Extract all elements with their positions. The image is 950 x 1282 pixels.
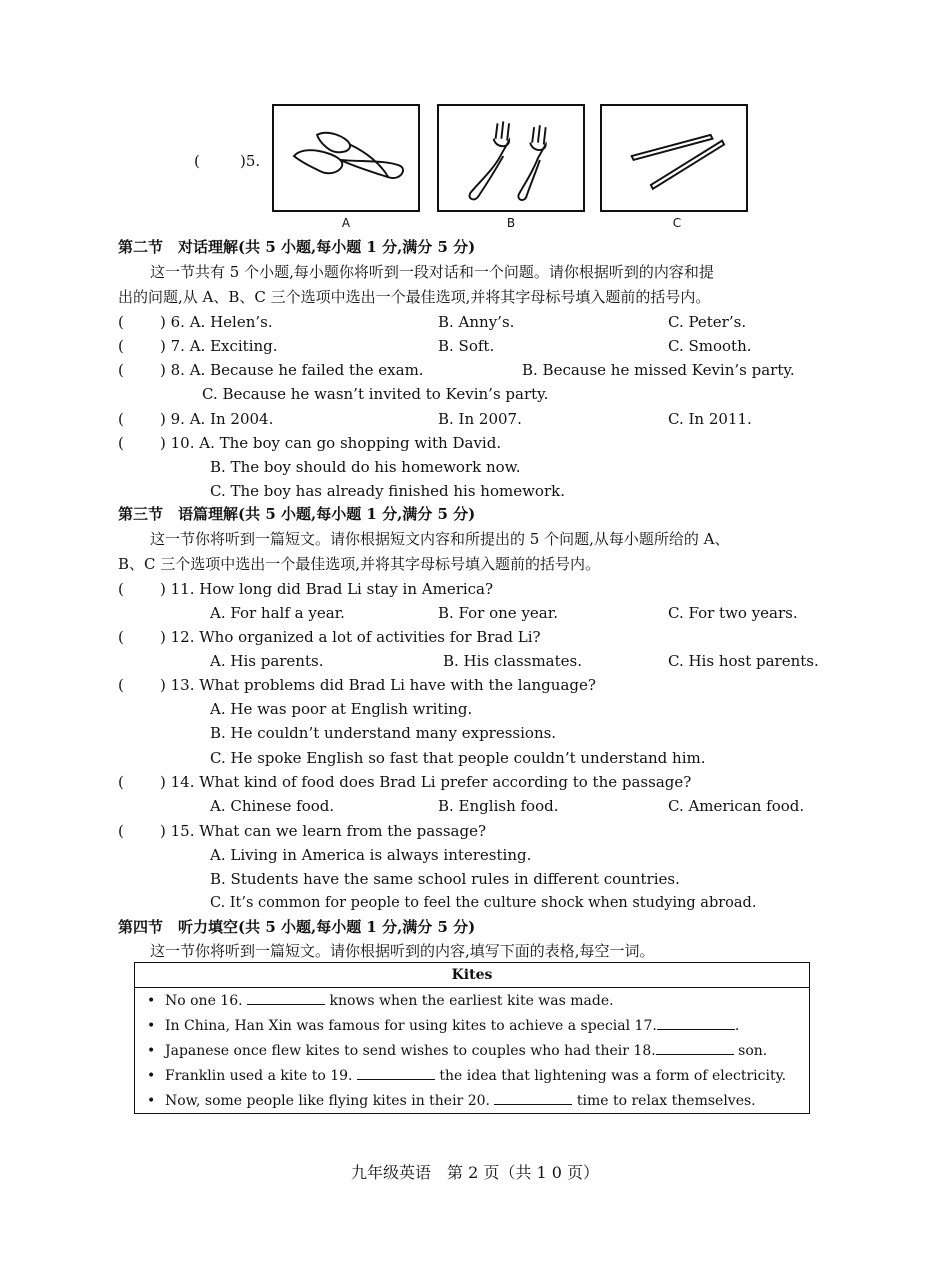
table-row [135,988,810,1014]
q10-option-c: C. The boy has already finished his homework. [210,482,565,500]
q7-option-b: B. Soft. [438,337,495,355]
q12-option-b: B. His classmates. [443,652,582,670]
answer-paren-11: ( [118,580,124,598]
answer-paren-15: ( [118,822,124,840]
q11-option-c: C. For two years. [668,604,798,622]
blank-17-input[interactable] [657,1015,735,1030]
q15-option-c: C. It’s common for people to feel the culture shock when studying abroad. [210,895,757,911]
table-row [135,1063,810,1088]
q13-option-b: B. He couldn’t understand many expressions. [210,724,557,742]
q12-option-a: A. His parents. [210,652,324,670]
blank-16-input[interactable] [247,990,325,1005]
spoons-icon [274,106,418,210]
q6-option-a: ) 6. A. Helen’s. [160,313,273,331]
bullet: • [147,1068,156,1084]
q14-option-b: B. English food. [438,797,559,815]
option-a-label: A [341,216,351,230]
q6-option-b: B. Anny’s. [438,313,515,331]
section2-instruction-2: 出的问题,从 A、B、C 三个选项中选出一个最佳选项,并将其字母标号填入题前的括号内。 [118,288,711,306]
bullet: • [147,1093,156,1109]
blank-18-input[interactable] [656,1040,734,1055]
row-19-text-before: Franklin used a kite to 19. [165,1068,353,1084]
table-row [135,1038,810,1063]
page-footer: 九年级英语 第 2 页（共 1 0 页） [351,1163,599,1182]
q8-option-a: ) 8. A. Because he failed the exam. [160,361,424,379]
answer-paren-12: ( [118,628,124,646]
row-20-text-after: time to relax themselves. [576,1093,756,1109]
q7-option-c: C. Smooth. [668,337,752,355]
section2-title: 第二节 对话理解(共 5 小题,每小题 1 分,满分 5 分) [118,238,476,256]
section3-instruction-1: 这一节你将听到一篇短文。请你根据短文内容和所提出的 5 个问题,从每小题所给的 A、 [150,530,730,548]
row-16-text-after: knows when the earliest kite was made. [329,993,614,1009]
bullet: • [147,1018,156,1034]
bullet: • [147,993,156,1009]
q11-option-a: A. For half a year. [210,604,345,622]
kites-table [134,962,810,1114]
answer-paren-6: ( [118,313,124,331]
q9-option-a: ) 9. A. In 2004. [160,410,274,428]
blank-19-input[interactable] [357,1065,435,1080]
q14-option-a: A. Chinese food. [210,797,335,815]
q13-option-a: A. He was poor at English writing. [210,700,473,718]
option-b-label: B [506,216,516,230]
row-18-text-after: son. [738,1043,768,1059]
row-20-text-before: Now, some people like flying kites in their 20. [165,1093,490,1109]
answer-paren-14: ( [118,773,124,791]
option-b-image [437,104,585,212]
q11-option-b: B. For one year. [438,604,559,622]
section3-instruction-2: B、C 三个选项中选出一个最佳选项,并将其字母标号填入题前的括号内。 [118,555,601,573]
q14-option-c: C. American food. [668,797,805,815]
q11-question: ) 11. How long did Brad Li stay in America? [160,580,494,598]
answer-paren-13: ( [118,676,124,694]
q7-option-a: ) 7. A. Exciting. [160,337,278,355]
blank-20-input[interactable] [494,1090,572,1105]
option-c-label: C [672,216,682,230]
q13-option-c: C. He spoke English so fast that people couldn’t understand him. [210,749,706,767]
section4-title: 第四节 听力填空(共 5 小题,每小题 1 分,满分 5 分) [118,918,476,936]
bullet: • [147,1043,156,1059]
table-row [135,1013,810,1038]
option-c-image [600,104,748,212]
section3-title: 第三节 语篇理解(共 5 小题,每小题 1 分,满分 5 分) [118,505,476,523]
option-a-image [272,104,420,212]
q5-paren-open: ( [194,152,200,170]
q5-number: )5. [240,152,261,170]
section2-instruction-1: 这一节共有 5 个小题,每小题你将听到一段对话和一个问题。请你根据听到的内容和提 [150,263,714,281]
q10-option-a: ) 10. A. The boy can go shopping with David. [160,434,502,452]
q15-option-b: B. Students have the same school rules in different countries. [210,870,680,888]
row-16-text-before: No one 16. [165,993,243,1009]
kites-table-title: Kites [135,963,810,988]
q12-option-c: C. His host parents. [668,652,819,670]
q9-option-b: B. In 2007. [438,410,522,428]
q10-option-b: B. The boy should do his homework now. [210,458,521,476]
answer-paren-10: ( [118,434,124,452]
q14-question: ) 14. What kind of food does Brad Li prefer according to the passage? [160,773,692,791]
row-19-text-after: the idea that lightening was a form of electricity. [439,1068,787,1084]
q9-option-c: C. In 2011. [668,410,752,428]
section4-instruction: 这一节你将听到一篇短文。请你根据听到的内容,填写下面的表格,每空一词。 [150,942,655,960]
forks-icon [439,106,583,210]
row-17-text-before: In China, Han Xin was famous for using kites to achieve a special 17. [165,1018,657,1034]
answer-paren-9: ( [118,410,124,428]
q6-option-c: C. Peter’s. [668,313,747,331]
row-18-text-before: Japanese once flew kites to send wishes to couples who had their 18. [165,1043,656,1059]
answer-paren-8: ( [118,361,124,379]
q8-option-c: C. Because he wasn’t invited to Kevin’s party. [202,385,549,403]
row-17-text-after: . [734,1018,740,1034]
q15-option-a: A. Living in America is always interesting. [210,846,532,864]
table-row [135,1088,810,1114]
chopsticks-icon [602,106,746,210]
q12-question: ) 12. Who organized a lot of activities for Brad Li? [160,628,541,646]
q15-question: ) 15. What can we learn from the passage? [160,822,487,840]
answer-paren-7: ( [118,337,124,355]
q8-option-b: B. Because he missed Kevin’s party. [522,361,795,379]
q13-question: ) 13. What problems did Brad Li have with the language? [160,676,596,694]
